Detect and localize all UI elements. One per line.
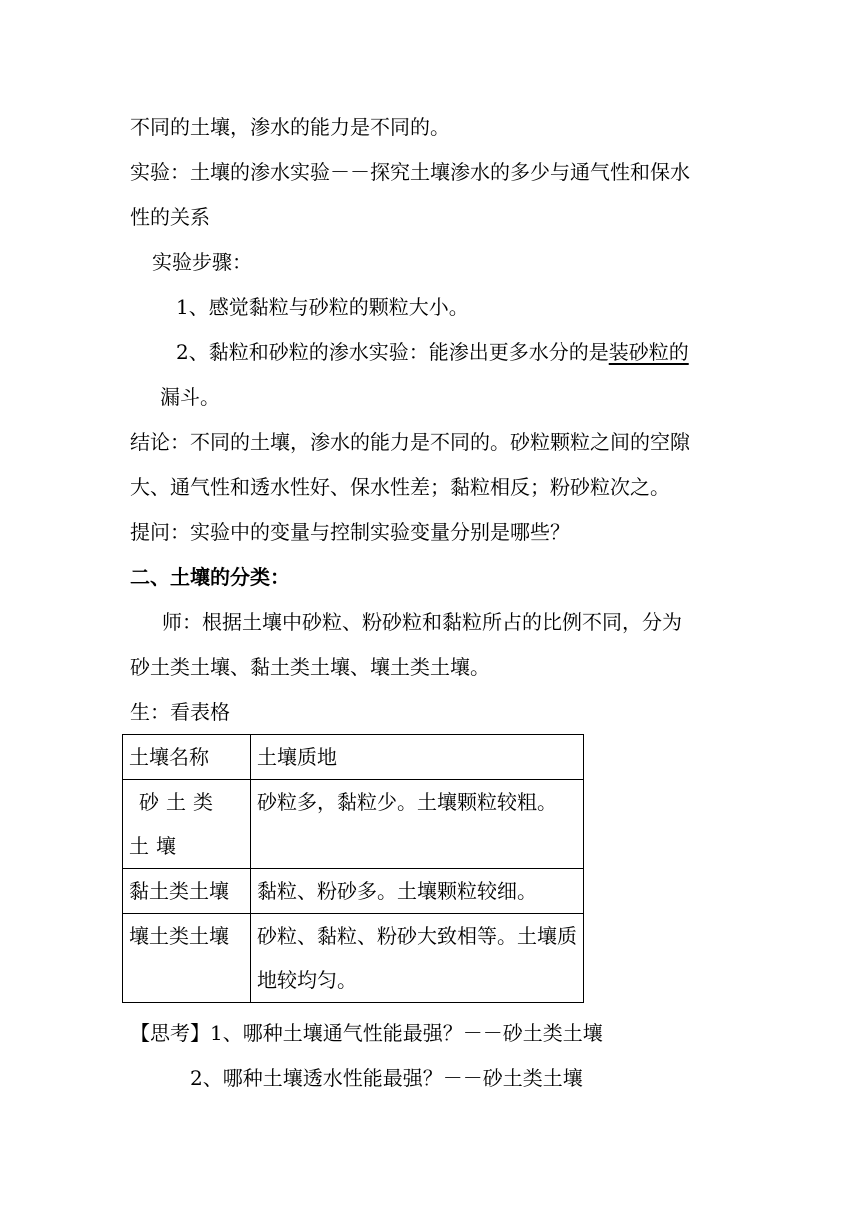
- table-header-row: [123, 735, 584, 780]
- table-row: [123, 780, 584, 869]
- think-question-1: 【思考】1、哪种土壤通气性能最强？－－砂土类土壤: [130, 1021, 603, 1045]
- teacher-line: 师：根据土壤中砂粒、粉砂粒和黏粒所占的比例不同，分为: [162, 610, 682, 634]
- question-line: 提问：实验中的变量与控制实验变量分别是哪些？: [130, 520, 570, 544]
- student-line: 生：看表格: [130, 700, 230, 724]
- header-soil-texture: 土壤质地: [251, 735, 584, 780]
- soil-name-cell: 砂土类土壤: [123, 780, 251, 869]
- soil-texture-cell: 砂粒、黏粒、粉砂大致相等。土壤质地较均匀。: [251, 914, 584, 1003]
- teacher-line-cont: 砂土类土壤、黏土类土壤、壤土类土壤。: [130, 655, 490, 679]
- header-soil-name: 土壤名称: [123, 735, 251, 780]
- step-2-text: 2、黏粒和砂粒的渗水实验：能渗出更多水分的是: [176, 340, 609, 364]
- step-2: [176, 338, 689, 366]
- steps-heading: 实验步骤：: [152, 250, 252, 274]
- soil-name-cell: 壤土类土壤: [123, 914, 251, 1003]
- experiment-title-line: 实验：土壤的渗水实验－－探究土壤渗水的多少与通气性和保水: [130, 160, 690, 184]
- soil-name-cell: 黏土类土壤: [123, 869, 251, 914]
- section-heading: 二、土壤的分类：: [130, 565, 290, 589]
- experiment-title-cont: 性的关系: [130, 205, 210, 229]
- conclusion-cont: 大、通气性和透水性好、保水性差；黏粒相反；粉砂粒次之。: [130, 475, 670, 499]
- soil-texture-table: [122, 734, 584, 1003]
- paragraph-line: 不同的土壤，渗水的能力是不同的。: [130, 115, 450, 139]
- step-2-cont: 漏斗。: [160, 385, 220, 409]
- step-1: 1、感觉黏粒与砂粒的颗粒大小。: [176, 295, 469, 319]
- conclusion-line: 结论：不同的土壤，渗水的能力是不同的。砂粒颗粒之间的空隙: [130, 430, 690, 454]
- step-2-answer: 装砂粒的: [608, 340, 689, 364]
- soil-texture-cell: 砂粒多，黏粒少。土壤颗粒较粗。: [251, 780, 584, 869]
- think-question-2: 2、哪种土壤透水性能最强？－－砂土类土壤: [190, 1066, 583, 1090]
- table-row: [123, 914, 584, 1003]
- table-row: [123, 869, 584, 914]
- soil-texture-cell: 黏粒、粉砂多。土壤颗粒较细。: [251, 869, 584, 914]
